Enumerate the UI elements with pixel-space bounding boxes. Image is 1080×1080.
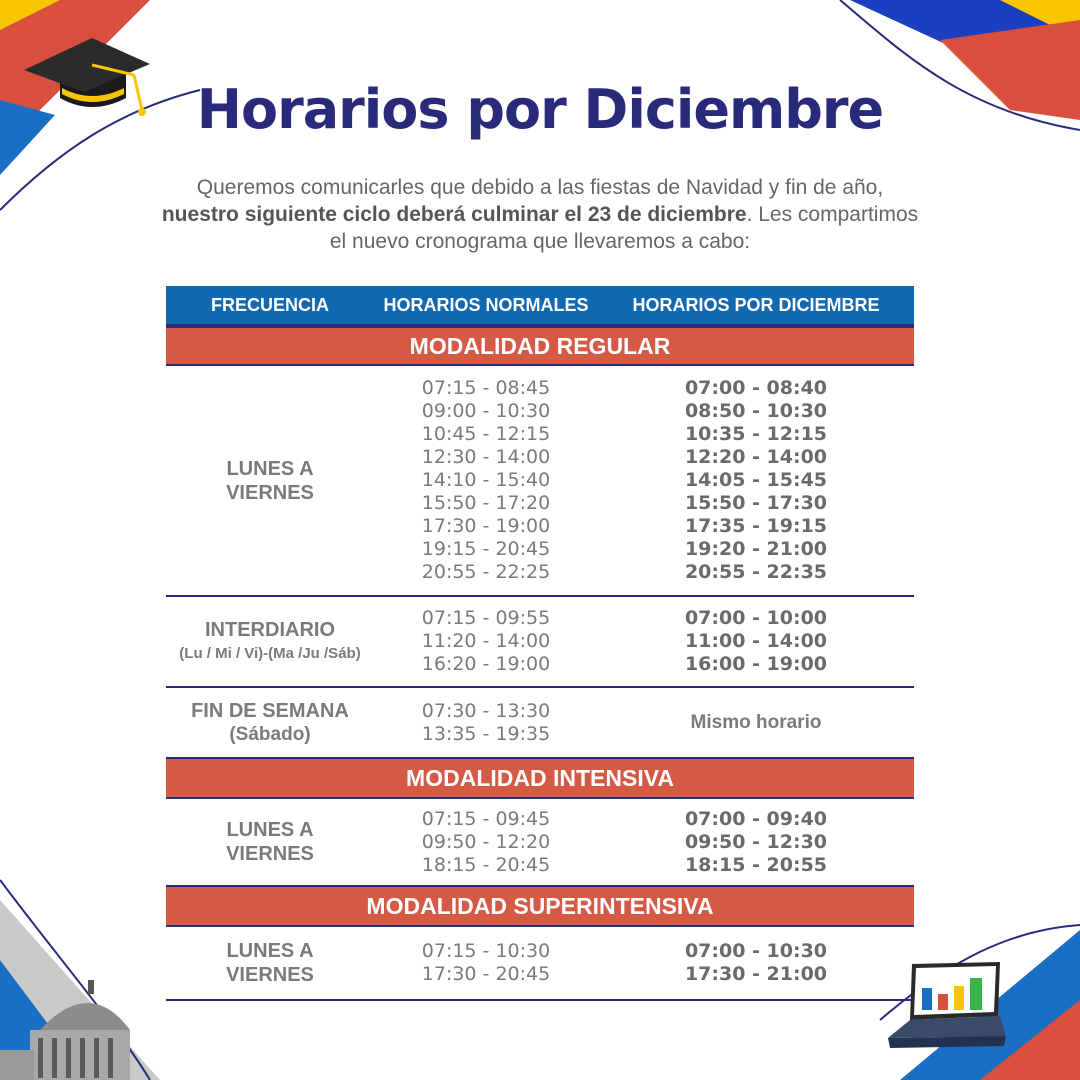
time-normal: 17:30 - 19:00 bbox=[421, 515, 551, 537]
time-december: 19:20 - 21:00 bbox=[684, 538, 828, 560]
freq-cell bbox=[166, 818, 374, 866]
time-december: 16:00 - 19:00 bbox=[684, 653, 828, 675]
time-december: 08:50 - 10:30 bbox=[684, 400, 828, 422]
freq-cell bbox=[166, 939, 374, 987]
time-december: 07:00 - 10:00 bbox=[684, 607, 828, 629]
freq-label: FIN DE SEMANA bbox=[191, 699, 349, 722]
time-normal: 16:20 - 19:00 bbox=[421, 653, 551, 675]
section-band-intensiva: MODALIDAD INTENSIVA bbox=[166, 757, 914, 799]
december-times bbox=[598, 940, 914, 986]
time-december: 15:50 - 17:30 bbox=[684, 492, 828, 514]
header-horarios-normales: HORARIOS NORMALES bbox=[383, 294, 589, 315]
freq-label: LUNES A VIERNES bbox=[226, 457, 314, 504]
capitol-dome-icon bbox=[0, 980, 130, 1080]
table-row bbox=[166, 688, 914, 757]
december-times bbox=[598, 808, 914, 877]
freq-label: INTERDIARIO bbox=[205, 618, 335, 641]
freq-sublabel: (Sábado) bbox=[229, 723, 311, 745]
time-december: 09:50 - 12:30 bbox=[684, 830, 828, 853]
time-december: 07:00 - 10:30 bbox=[684, 940, 828, 962]
time-normal: 10:45 - 12:15 bbox=[421, 423, 551, 445]
schedule-table bbox=[166, 286, 914, 1001]
section-band-regular: MODALIDAD REGULAR bbox=[166, 326, 914, 366]
table-row bbox=[166, 927, 914, 999]
time-normal: 14:10 - 15:40 bbox=[421, 469, 551, 491]
freq-cell bbox=[166, 457, 374, 505]
header-horarios-diciembre: HORARIOS POR DICIEMBRE bbox=[632, 294, 880, 315]
time-december: 18:15 - 20:55 bbox=[684, 853, 828, 876]
section-band-superintensiva: MODALIDAD SUPERINTENSIVA bbox=[166, 885, 914, 927]
table-row bbox=[166, 799, 914, 885]
time-normal: 07:15 - 09:45 bbox=[421, 807, 551, 830]
time-normal: 15:50 - 17:20 bbox=[421, 492, 551, 514]
time-normal: 11:20 - 14:00 bbox=[421, 630, 551, 652]
intro-bold: nuestro siguiente ciclo deberá culminar el 23 de diciembre bbox=[161, 203, 747, 226]
time-normal: 07:15 - 09:55 bbox=[421, 607, 551, 629]
december-times bbox=[598, 377, 914, 584]
time-normal: 07:30 - 13:30 bbox=[421, 699, 551, 722]
intro-part2: . Les compartimos el nuevo cronograma que llevaremos a cabo: bbox=[329, 203, 919, 253]
freq-sublabel: (Lu / Mi / Vi)-(Ma /Ju /Sáb) bbox=[179, 644, 361, 662]
intro-text bbox=[160, 174, 920, 255]
december-times bbox=[598, 607, 914, 676]
normal-times bbox=[374, 607, 598, 676]
time-december: 20:55 - 22:35 bbox=[684, 561, 828, 583]
same-schedule-text: Mismo horario bbox=[690, 711, 822, 733]
time-normal: 20:55 - 22:25 bbox=[421, 561, 551, 583]
time-december: 17:35 - 19:15 bbox=[684, 515, 828, 537]
page-title: Horarios por Diciembre bbox=[196, 78, 884, 141]
freq-label: LUNES A VIERNES bbox=[226, 819, 314, 865]
time-normal: 17:30 - 20:45 bbox=[421, 963, 551, 985]
time-december: 07:00 - 08:40 bbox=[684, 377, 828, 399]
freq-cell bbox=[166, 618, 374, 666]
time-normal: 07:15 - 10:30 bbox=[421, 940, 551, 962]
table-header bbox=[166, 286, 914, 326]
time-normal: 07:15 - 08:45 bbox=[421, 377, 551, 399]
normal-times bbox=[374, 377, 598, 584]
time-december: 17:30 - 21:00 bbox=[684, 963, 828, 985]
time-normal: 09:00 - 10:30 bbox=[421, 400, 551, 422]
time-normal: 12:30 - 14:00 bbox=[421, 446, 551, 468]
time-normal: 13:35 - 19:35 bbox=[421, 722, 551, 745]
normal-times bbox=[374, 940, 598, 986]
freq-label: LUNES A VIERNES bbox=[226, 940, 314, 986]
freq-cell bbox=[166, 699, 374, 747]
time-december: 07:00 - 09:40 bbox=[684, 807, 828, 830]
time-normal: 19:15 - 20:45 bbox=[421, 538, 551, 560]
time-december: 11:00 - 14:00 bbox=[684, 630, 828, 652]
intro-part1: Queremos comunicarles que debido a las fiestas de Navidad y fin de año, bbox=[196, 176, 884, 199]
time-december: 14:05 - 15:45 bbox=[684, 469, 828, 491]
time-december: 12:20 - 14:00 bbox=[684, 446, 828, 468]
normal-times bbox=[374, 700, 598, 746]
header-frecuencia: FRECUENCIA bbox=[210, 294, 329, 315]
table-bottom-border bbox=[166, 999, 914, 1001]
table-row bbox=[166, 366, 914, 597]
normal-times bbox=[374, 808, 598, 877]
time-normal: 18:15 - 20:45 bbox=[421, 853, 551, 876]
table-row bbox=[166, 597, 914, 688]
time-normal: 09:50 - 12:20 bbox=[421, 830, 551, 853]
time-december: 10:35 - 12:15 bbox=[684, 423, 828, 445]
